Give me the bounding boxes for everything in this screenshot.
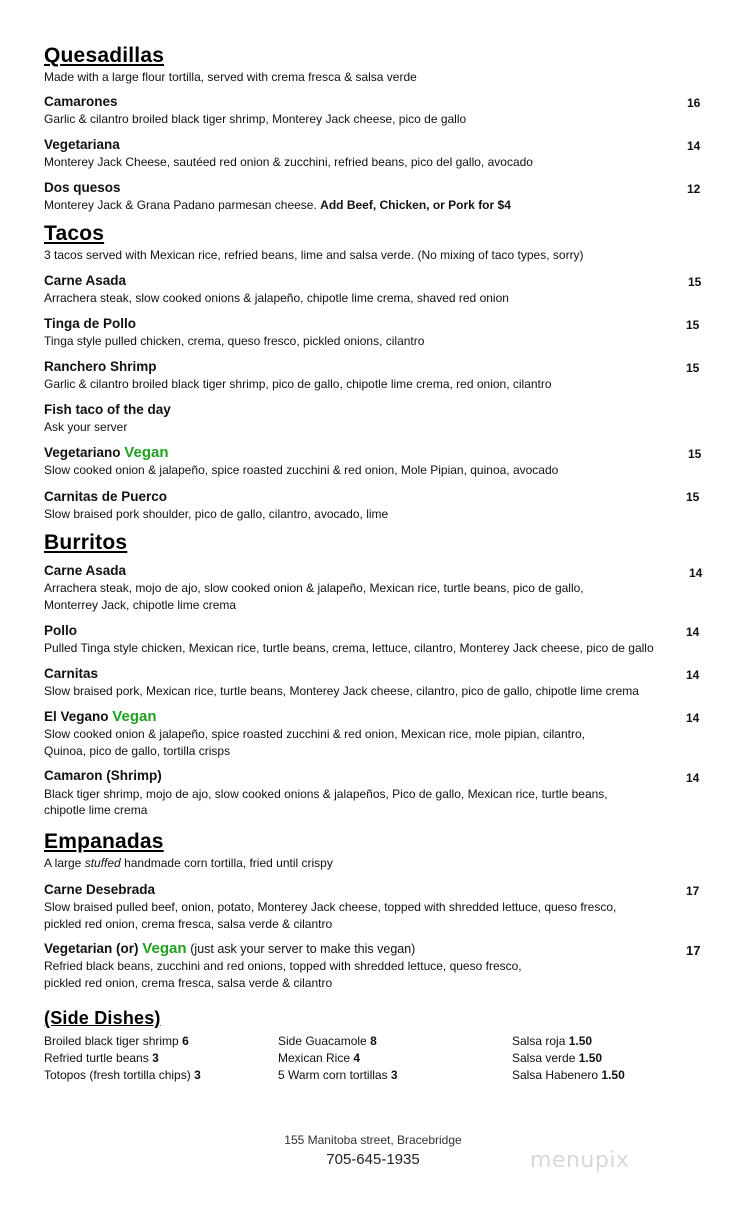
side-item — [44, 1068, 201, 1082]
item-name — [44, 708, 156, 725]
item-description: Monterrey Jack, chipotle lime crema — [44, 598, 237, 612]
item-name — [44, 444, 168, 461]
item-description: Slow cooked onion & jalapeño, spice roasted zucchini & red onion, Mole Pipian, quinoa, avocado — [44, 463, 559, 477]
item-name: Carnitas de Puerco — [44, 489, 168, 504]
vegan-tag: Vegan — [142, 940, 187, 957]
item-description: Slow braised pork, Mexican rice, turtle beans, Monterey Jack cheese, cilantro, pico de gallo, chipotle lime crema — [44, 684, 639, 698]
section-subtitle: 3 tacos served with Mexican rice, refried beans, lime and salsa verde. (No mixing of taco types, sorry) — [44, 248, 584, 262]
vegan-tag: Vegan — [112, 708, 157, 725]
item-description: Slow cooked onion & jalapeño, spice roasted zucchini & red onion, Mexican rice, mole pipian, cilantro, — [44, 727, 585, 741]
item-description: chipotle lime crema — [44, 803, 148, 817]
item-description: Arrachera steak, slow cooked onions & jalapeño, chipotle lime crema, shaved red onion — [44, 291, 509, 305]
subtitle-part: handmade corn tortilla, fried until crispy — [120, 856, 333, 870]
item-price: 14 — [689, 566, 703, 580]
item-note: (just ask your server to make this vegan) — [190, 942, 416, 956]
side-price: 3 — [152, 1051, 159, 1065]
section-title-burritos: Burritos — [44, 531, 128, 554]
item-description: Slow braised pork shoulder, pico de gallo, cilantro, avocado, lime — [44, 507, 389, 521]
item-name: Carne Desebrada — [44, 882, 156, 897]
item-name: Fish taco of the day — [44, 402, 171, 417]
section-subtitle: Made with a large flour tortilla, served with crema fresca & salsa verde — [44, 70, 417, 84]
item-name-text: El Vegano — [44, 709, 109, 724]
side-item — [278, 1051, 360, 1065]
item-price: 16 — [687, 96, 701, 110]
side-item — [512, 1068, 625, 1082]
side-price: 3 — [194, 1068, 201, 1082]
side-price: 1.50 — [578, 1051, 603, 1065]
section-title-empanadas: Empanadas — [44, 830, 164, 853]
side-price: 3 — [390, 1068, 398, 1082]
side-name: Mexican Rice — [278, 1051, 351, 1065]
item-name: Vegetariana — [44, 137, 120, 152]
item-price: 15 — [688, 447, 702, 461]
side-item — [278, 1034, 377, 1048]
section-title-tacos: Tacos — [44, 222, 105, 245]
add-protein-note: Add Beef, Chicken, or Pork for $4 — [320, 198, 511, 212]
item-price: 14 — [686, 711, 700, 725]
side-name: Refried turtle beans — [44, 1051, 149, 1065]
item-price: 17 — [686, 943, 701, 958]
side-name: Totopos (fresh tortilla chips) — [44, 1068, 191, 1082]
item-name: Camaron (Shrimp) — [44, 768, 162, 783]
item-description: Slow braised pulled beef, onion, potato, Monterey Jack cheese, topped with shredded lettuce, queso fresco, — [44, 900, 617, 914]
subtitle-emphasis: stuffed — [84, 856, 121, 870]
item-name-text: Vegetariano — [44, 445, 121, 460]
item-price: 17 — [686, 884, 700, 898]
side-price: 1.50 — [568, 1034, 593, 1048]
section-title-sides: (Side Dishes) — [44, 1008, 161, 1028]
item-name: Carne Asada — [44, 273, 127, 288]
item-description: Monterey Jack Cheese, sautéed red onion & zucchini, refried beans, pico del gallo, avocado — [44, 155, 533, 169]
side-price: 4 — [353, 1051, 361, 1065]
item-description-text: Monterey Jack & Grana Padano parmesan cheese. — [44, 198, 321, 212]
item-price: 15 — [686, 318, 700, 332]
item-description — [44, 198, 511, 213]
item-price: 12 — [687, 182, 701, 196]
subtitle-part: A large — [44, 856, 85, 870]
item-description: Garlic & cilantro broiled black tiger shrimp, pico de gallo, chipotle lime crema, red onion, cilantro — [44, 377, 552, 391]
side-item — [278, 1068, 398, 1082]
item-description: Black tiger shrimp, mojo de ajo, slow cooked onions & jalapeños, Pico de gallo, Mexican rice, turtle beans, — [44, 787, 608, 801]
section-subtitle — [44, 856, 333, 871]
item-price: 14 — [686, 771, 700, 785]
item-description: Refried black beans, zucchini and red onions, topped with shredded lettuce, queso fresco, — [44, 959, 522, 973]
item-name: Ranchero Shrimp — [44, 359, 157, 374]
item-description: Garlic & cilantro broiled black tiger shrimp, Monterey Jack cheese, pico de gallo — [44, 112, 467, 126]
side-item — [44, 1051, 159, 1065]
side-name: 5 Warm corn tortillas — [278, 1068, 388, 1082]
item-description: Quinoa, pico de gallo, tortilla crisps — [44, 744, 231, 758]
item-price: 14 — [686, 625, 700, 639]
item-description: Arrachera steak, mojo de ajo, slow cooked onion & jalapeño, Mexican rice, turtle beans, pico de gallo, — [44, 581, 584, 595]
side-name: Salsa verde — [512, 1051, 576, 1065]
restaurant-phone: 705-645-1935 — [326, 1151, 420, 1168]
item-description: Ask your server — [44, 420, 128, 434]
item-name — [44, 940, 415, 957]
item-price: 14 — [686, 668, 700, 682]
vegan-tag: Vegan — [124, 444, 169, 461]
item-price: 15 — [686, 361, 700, 375]
item-description: pickled red onion, crema fresca, salsa verde & cilantro — [44, 917, 333, 931]
item-price: 14 — [687, 139, 701, 153]
item-name-text: Vegetarian (or) — [44, 941, 139, 956]
side-name: Side Guacamole — [278, 1034, 367, 1048]
item-name: Carnitas — [44, 666, 99, 681]
item-name: Tinga de Pollo — [44, 316, 137, 331]
section-title-quesadillas: Quesadillas — [44, 44, 165, 67]
side-price: 8 — [370, 1034, 377, 1048]
item-price: 15 — [686, 490, 700, 504]
side-price: 6 — [182, 1034, 189, 1048]
side-name: Salsa Habenero — [512, 1068, 599, 1082]
item-description: pickled red onion, crema fresca, salsa verde & cilantro — [44, 976, 333, 990]
side-price: 1.50 — [601, 1068, 625, 1082]
item-name: Dos quesos — [44, 180, 121, 195]
item-name: Camarones — [44, 94, 118, 109]
item-name: Carne Asada — [44, 563, 127, 578]
restaurant-address: 155 Manitoba street, Bracebridge — [284, 1133, 462, 1147]
side-name: Broiled black tiger shrimp — [44, 1034, 179, 1048]
item-description: Pulled Tinga style chicken, Mexican rice, turtle beans, crema, lettuce, cilantro, Monterey Jack cheese, pico de gallo — [44, 641, 654, 655]
watermark-logo: menupix — [530, 1148, 630, 1173]
side-item — [44, 1034, 189, 1048]
item-name: Pollo — [44, 623, 77, 638]
item-price: 15 — [688, 275, 702, 289]
side-item — [512, 1034, 592, 1048]
item-description: Tinga style pulled chicken, crema, queso fresco, pickled onions, cilantro — [44, 334, 425, 348]
side-item — [512, 1051, 602, 1065]
side-name: Salsa roja — [512, 1034, 566, 1048]
